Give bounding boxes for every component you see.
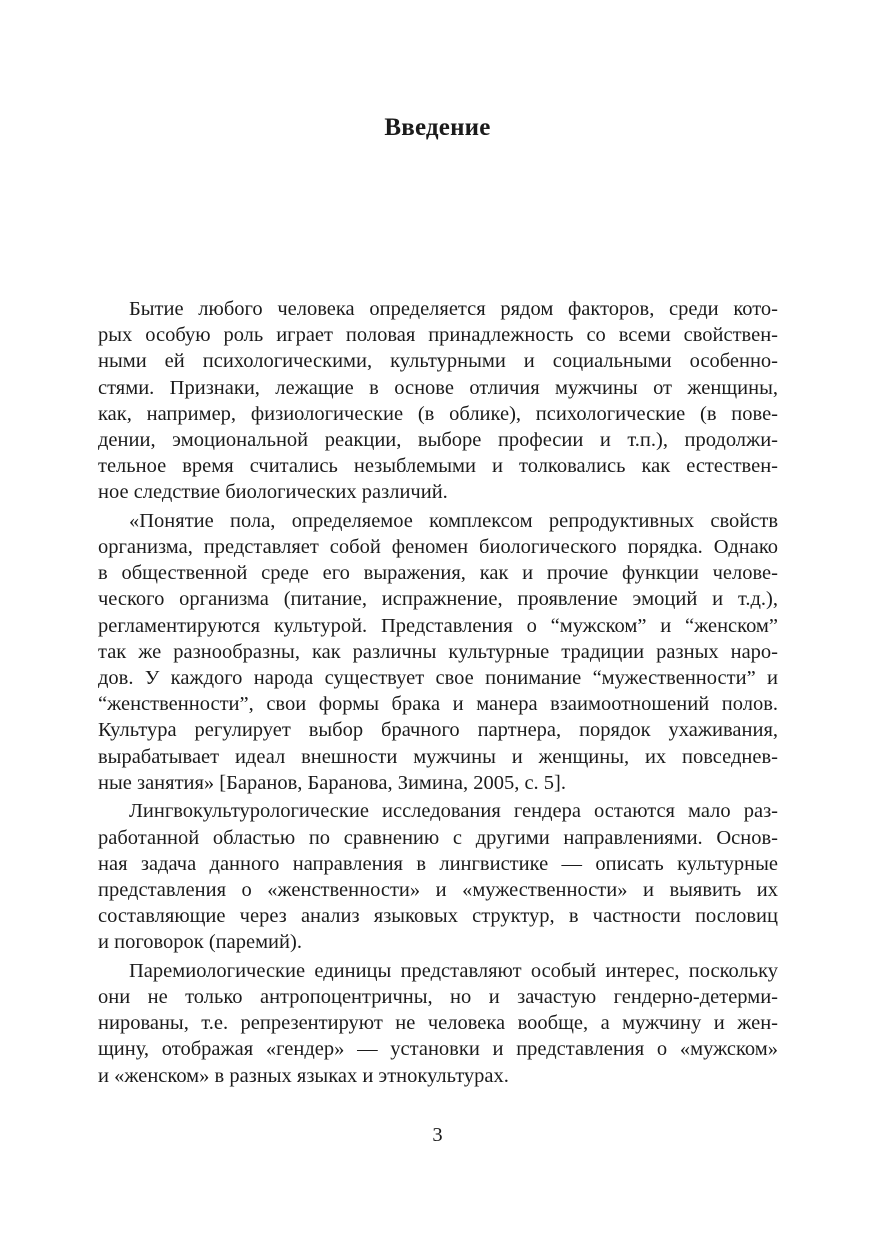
text-line: и поговорок (паремий). [98, 931, 302, 954]
text-line: Культура регулирует выбор брачного партнера, порядок ухаживания, [98, 719, 778, 742]
text-line: работанной областью по сравнению с другими направлениями. Основ- [98, 826, 778, 849]
text-line: ное следствие биологических различий. [98, 481, 448, 504]
text-line: регламентируются культурой. Представления о “мужском” и “женском” [98, 614, 778, 637]
text-line: дении, эмоциональной реакции, выборе професии и т.п.), продолжи- [98, 428, 778, 451]
page-number: 3 [432, 1124, 443, 1146]
text-line: представления о «женственности» и «мужественности» и выявить их [98, 878, 778, 901]
text-line: Бытие любого человека определяется рядом факторов, среди кото- [129, 298, 778, 320]
text-line: как, например, физиологические (в облике), психологические (в пове- [98, 402, 778, 425]
text-line: дов. У каждого народа существует свое понимание “мужественности” и [98, 667, 778, 690]
paragraph-4 [98, 958, 778, 1089]
text-line: составляющие через анализ языковых структур, в частности пословиц [98, 905, 778, 928]
text-line: Паремиологические единицы представляют особый интерес, поскольку [129, 959, 778, 982]
paragraph-3 [98, 798, 778, 955]
text-line: “женственности”, свои формы брака и манера взаимоотношений полов. [98, 693, 778, 716]
text-line: нированы, т.е. репрезентируют не человека вообще, а мужчину и жен- [98, 1012, 778, 1035]
text-line: и «женском» в разных языках и этнокультурах. [98, 1064, 509, 1087]
body-text [98, 296, 778, 1089]
page-title: Введение [384, 114, 491, 141]
text-line: рых особую роль играет половая принадлежность со всеми свойствен- [98, 324, 778, 347]
text-line: тельное время считались незыблемыми и толковались как естествен- [98, 455, 778, 478]
text-line: ными ей психологическими, культурными и социальными особенно- [98, 350, 778, 373]
text-line: «Понятие пола, определяемое комплексом репродуктивных свойств [129, 509, 778, 532]
text-line: ная задача данного направления в лингвистике — описать культурные [98, 852, 778, 875]
text-line: они не только антропоцентричны, но и зачастую гендерно-детерми- [98, 986, 778, 1009]
text-line: вырабатывает идеал внешности мужчины и женщины, их повседнев- [98, 745, 778, 768]
paragraph-1 [98, 296, 778, 506]
text-line: ческого организма (питание, испражнение, проявление эмоций и т.д.), [98, 588, 778, 611]
text-line: Лингвокультурологические исследования гендера остаются мало раз- [129, 800, 778, 823]
text-line: ные занятия» [Баранов, Баранова, Зимина, 2005, с. 5]. [98, 771, 566, 794]
text-line: стями. Признаки, лежащие в основе отличия мужчины от женщины, [98, 376, 778, 399]
text-line: так же разнообразны, как различны культурные традиции разных наро- [98, 640, 778, 663]
text-line: в общественной среде его выражения, как и прочие функции челове- [98, 562, 778, 585]
paragraph-2 [98, 508, 778, 796]
text-line: организма, представляет собой феномен биологического порядка. Однако [98, 536, 778, 559]
text-line: щину, отображая «гендер» — установки и представления о «мужском» [98, 1038, 778, 1061]
